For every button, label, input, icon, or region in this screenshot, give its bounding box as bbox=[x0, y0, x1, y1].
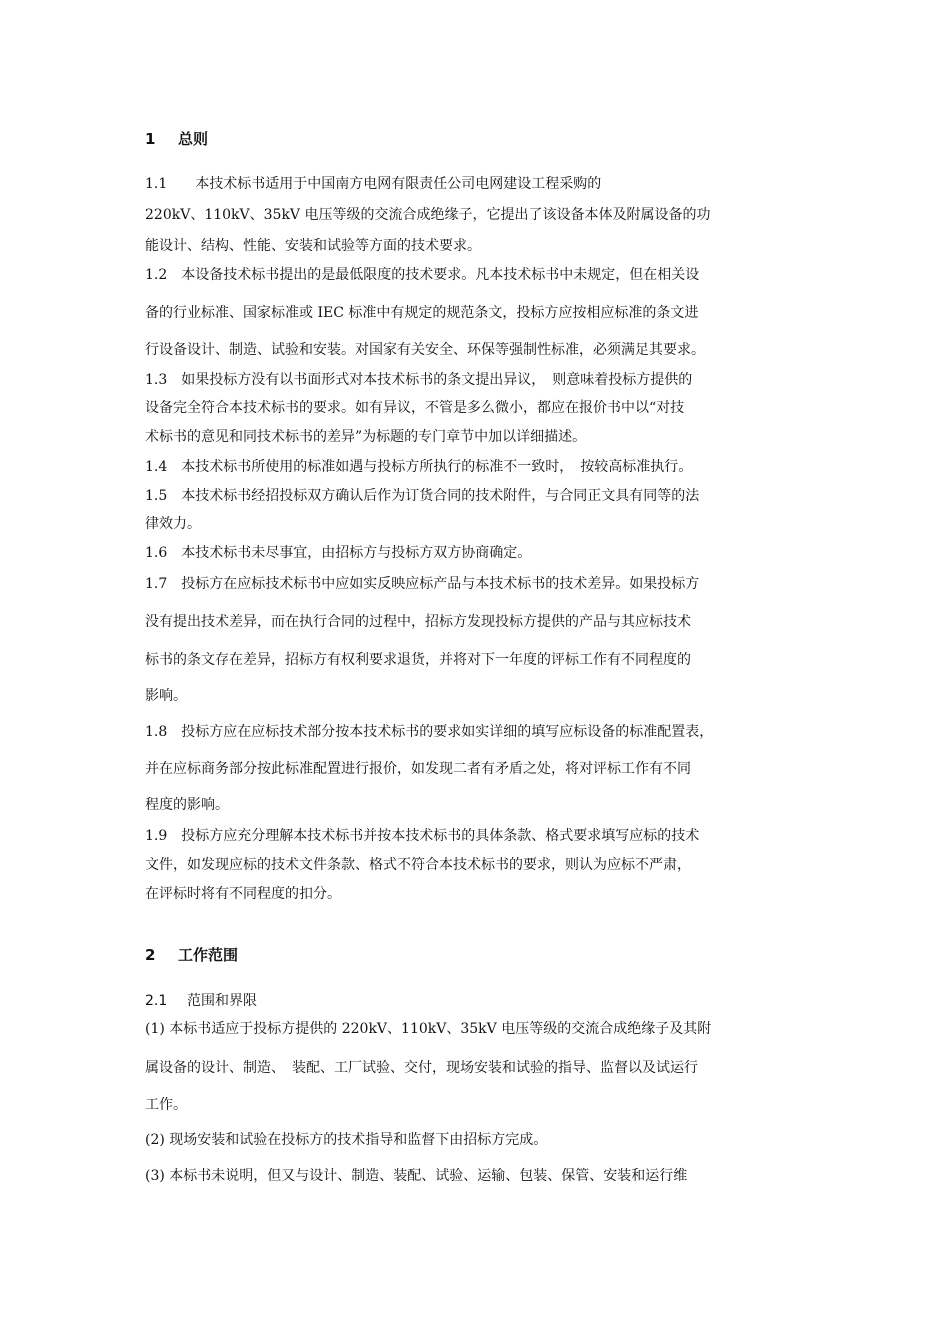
text-line: 1.7 投标方在应标技术标书中应如实反映应标产品与本技术标书的技术差异。如果投标方 bbox=[145, 576, 700, 592]
subsection-heading bbox=[145, 990, 810, 1010]
text-line: 1.8 投标方应在应标技术部分按本技术标书的要求如实详细的填写应标设备的标准配置表， bbox=[145, 724, 714, 740]
text-line: 1.9 投标方应充分理解本技术标书并按本技术标书的具体条款、格式要求填写应标的技术 bbox=[145, 828, 700, 844]
section-title: 总则 bbox=[178, 130, 209, 148]
text-line: 工作。 bbox=[145, 1097, 187, 1113]
section-number: 1 bbox=[145, 130, 156, 148]
text-line: 律效力。 bbox=[145, 516, 201, 532]
text-line: 能设计、结构、性能、安装和试验等方面的技术要求。 bbox=[145, 238, 481, 254]
text-line: 1.3 如果投标方没有以书面形式对本技术标书的条文提出异议， 则意味着投标方提供的 bbox=[145, 372, 693, 388]
section-title: 工作范围 bbox=[178, 946, 239, 964]
text-line: 在评标时将有不同程度的扣分。 bbox=[145, 886, 341, 902]
text-line: (1) 本标书适应于投标方提供的 220kV、110kV、35kV 电压等级的交流合成绝缘子及其附 bbox=[145, 1021, 712, 1037]
text-line: 设备完全符合本技术标书的要求。如有异议，不管是多么微小，都应在报价书中以“对技 bbox=[145, 400, 685, 416]
section-number: 2 bbox=[145, 946, 156, 964]
text-line: 1.6 本技术标书未尽事宜，由招标方与投标方双方协商确定。 bbox=[145, 545, 532, 561]
text-line: 1.5 本技术标书经招投标双方确认后作为订货合同的技术附件，与合同正文具有同等的法 bbox=[145, 488, 700, 504]
text-line: 术标书的意见和同技术标书的差异”为标题的专门章节中加以详细描述。 bbox=[145, 429, 587, 445]
section-2-heading bbox=[145, 944, 810, 965]
text-line: 1.2 本设备技术标书提出的是最低限度的技术要求。凡本技术标书中未规定，但在相关设 bbox=[145, 267, 700, 283]
text-line: 文件，如发现应标的技术文件条款、格式不符合本技术标书的要求，则认为应标不严肃， bbox=[145, 857, 691, 873]
text-line: 1.4 本技术标书所使用的标准如遇与投标方所执行的标准不一致时， 按较高标准执行。 bbox=[145, 459, 693, 475]
text-line: 程度的影响。 bbox=[145, 797, 229, 813]
subsection-number: 2.1 bbox=[145, 993, 168, 1009]
text-line: (3) 本标书未说明，但又与设计、制造、装配、试验、运输、包装、保管、安装和运行维 bbox=[145, 1168, 688, 1184]
text-line: 并在应标商务部分按此标准配置进行报价，如发现二者有矛盾之处，将对评标工作有不同 bbox=[145, 761, 691, 777]
text-line: 影响。 bbox=[145, 688, 187, 704]
text-line: (2) 现场安装和试验在投标方的技术指导和监督下由招标方完成。 bbox=[145, 1132, 548, 1148]
text-line: 备的行业标准、国家标准或 IEC 标准中有规定的规范条文，投标方应按相应标准的条文进 bbox=[145, 305, 699, 321]
text-line: 没有提出技术差异，而在执行合同的过程中，招标方发现投标方提供的产品与其应标技术 bbox=[145, 614, 691, 630]
text-line: 行设备设计、制造、试验和安装。对国家有关安全、环保等强制性标准，必须满足其要求。 bbox=[145, 342, 705, 358]
section-1-heading bbox=[145, 128, 810, 149]
text-line: 1.1 本技术标书适用于中国南方电网有限责任公司电网建设工程采购的 bbox=[145, 176, 602, 192]
text-line: 220kV、110kV、35kV 电压等级的交流合成绝缘子，它提出了该设备本体及附属设备的功 bbox=[145, 207, 711, 223]
text-line: 属设备的设计、制造、 装配、工厂试验、交付，现场安装和试验的指导、监督以及试运行 bbox=[145, 1060, 698, 1076]
subsection-title: 范围和界限 bbox=[187, 993, 257, 1009]
text-line: 标书的条文存在差异，招标方有权利要求退货，并将对下一年度的评标工作有不同程度的 bbox=[145, 652, 691, 668]
